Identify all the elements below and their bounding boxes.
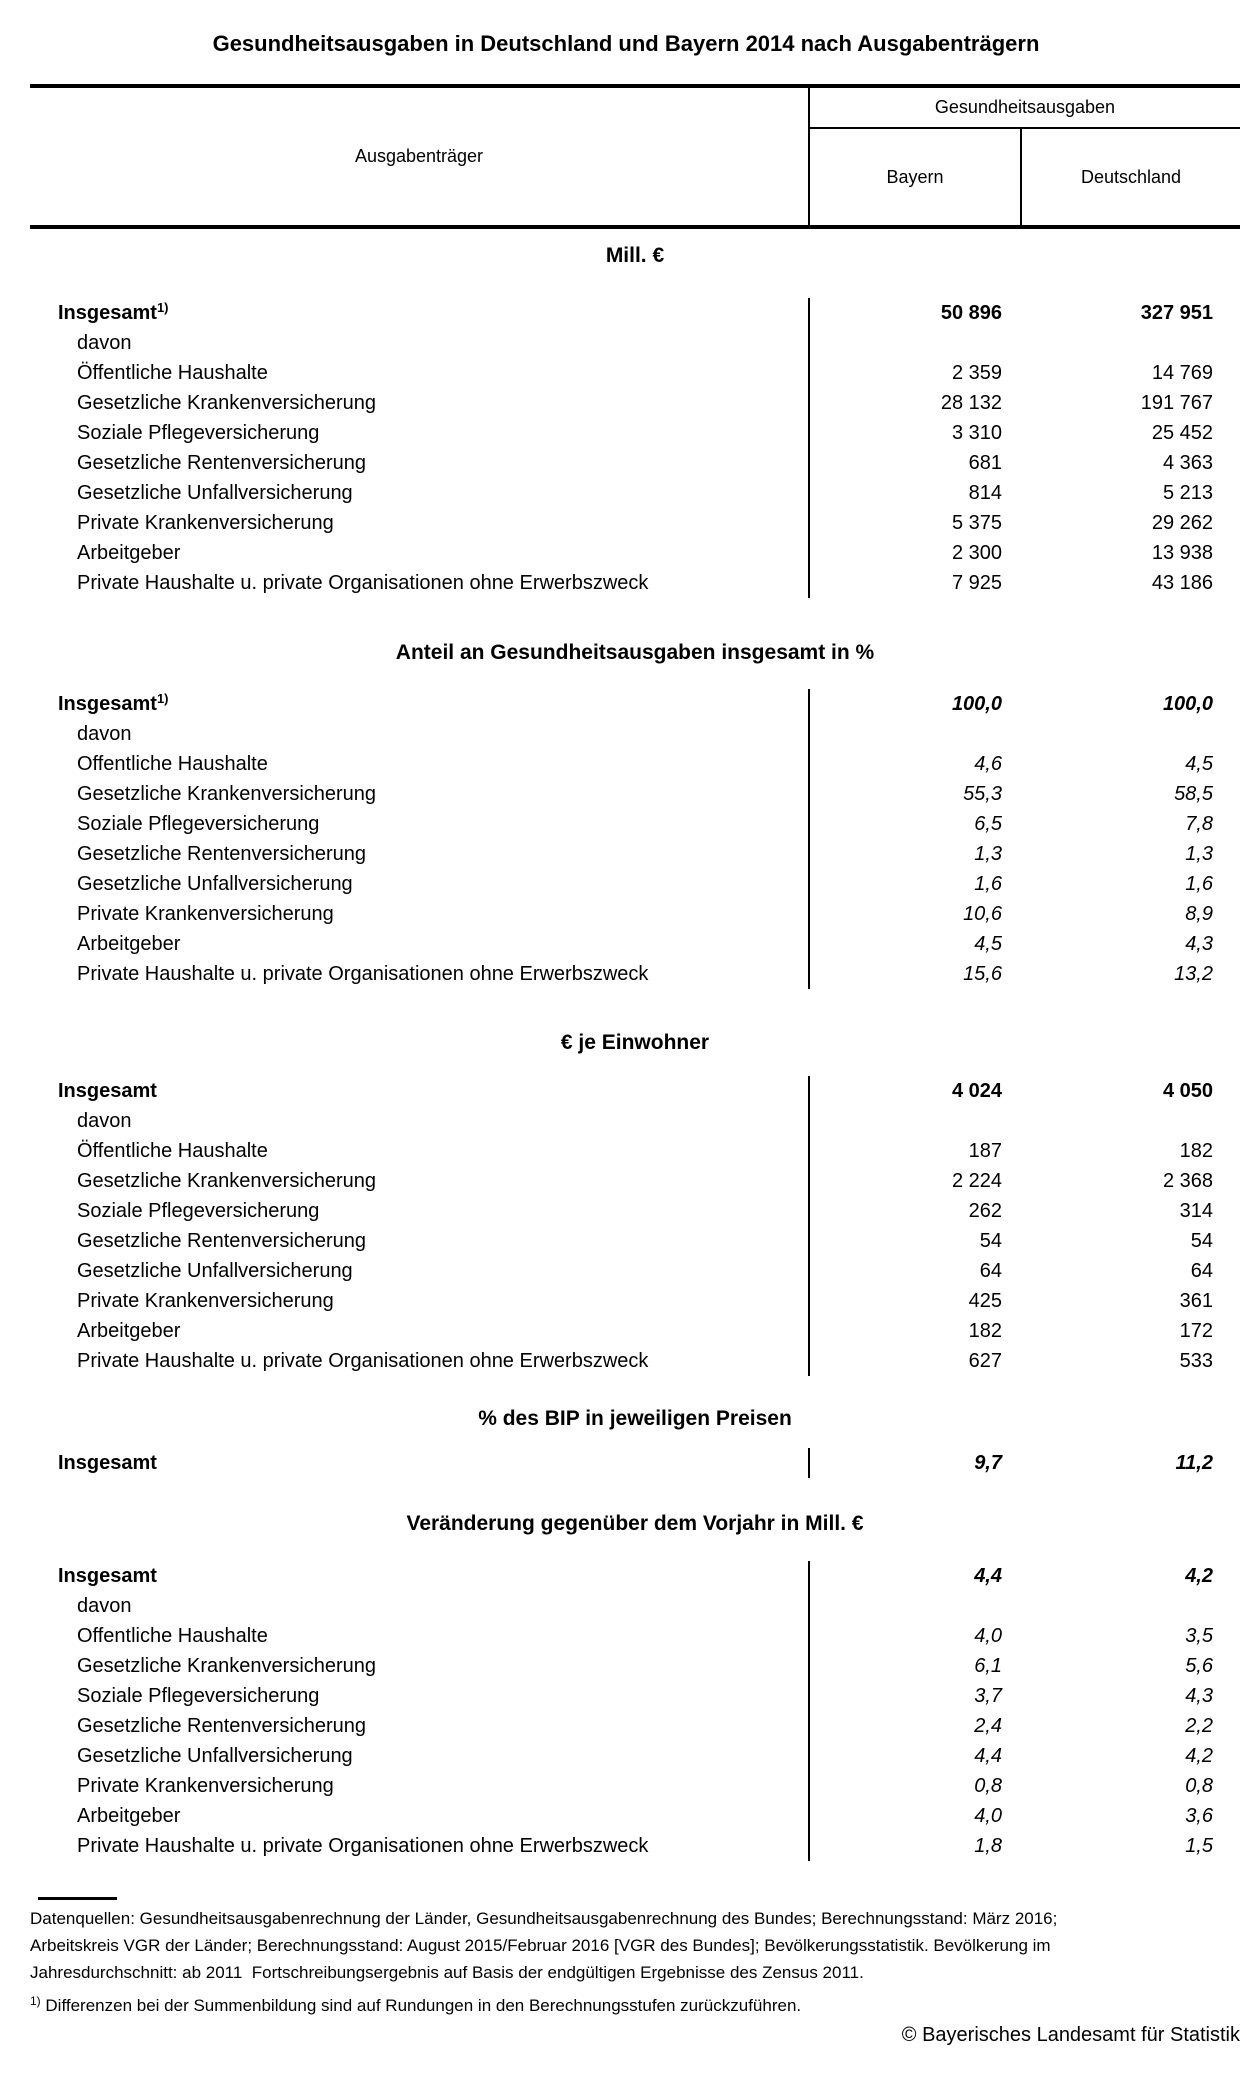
value-bayern: 681: [968, 452, 1002, 474]
table-row: [30, 1831, 1240, 1861]
value-bayern: 10,6: [963, 903, 1002, 925]
row-label-text: Gesetzliche Krankenversicherung: [77, 783, 377, 805]
data-source-line: Jahresdurchschnitt: ab 2011 Fortschreibungsergebnis auf Basis der endgültigen Ergebnisse des Zensus 2011.: [30, 1963, 864, 1982]
value-bayern: 5 375: [951, 512, 1002, 534]
table-row: [30, 448, 1240, 478]
table-row: [30, 689, 1240, 719]
value-bayern: 4,0: [974, 1625, 1002, 1647]
row-label: [30, 869, 810, 899]
value-deutschland: 4,2: [1185, 1745, 1213, 1767]
row-label-text: davon: [77, 1110, 132, 1132]
table-row: [30, 719, 1240, 749]
row-label: [30, 1681, 810, 1711]
value-bayern: [810, 1106, 1022, 1136]
table-row: [30, 1801, 1240, 1831]
value-bayern: 1,3: [974, 843, 1002, 865]
value-deutschland: 7,8: [1185, 813, 1213, 835]
section-rows: [30, 1561, 1240, 1861]
row-label: [30, 1771, 810, 1801]
row-label-text: Insgesamt: [58, 1452, 157, 1474]
value-bayern: 1,6: [974, 873, 1002, 895]
row-label-text: Soziale Pflegeversicherung: [77, 813, 320, 835]
footnote-reference: 1): [156, 691, 169, 706]
value-bayern: 425: [968, 1290, 1002, 1312]
value-bayern: 2 359: [951, 362, 1002, 384]
table-row: [30, 388, 1240, 418]
value-deutschland: 1,3: [1185, 843, 1213, 865]
value-bayern: 627: [968, 1350, 1002, 1372]
row-label-text: Offentliche Haushalte: [77, 753, 268, 775]
value-bayern: 54: [979, 1230, 1002, 1252]
row-label: [30, 1076, 810, 1106]
value-bayern: 4,0: [974, 1805, 1002, 1827]
row-label-text: Insgesamt: [58, 1080, 157, 1102]
value-bayern: [810, 328, 1022, 358]
row-label: [30, 1226, 810, 1256]
table-row: [30, 1741, 1240, 1771]
table-section: [30, 1408, 1240, 1478]
value-bayern: 182: [968, 1320, 1002, 1342]
value-deutschland: 43 186: [1151, 572, 1213, 594]
table-row: [30, 1226, 1240, 1256]
table-row: [30, 508, 1240, 538]
value-deutschland: 100,0: [1162, 693, 1213, 715]
value-bayern: 15,6: [963, 963, 1002, 985]
row-label-text: Öffentliche Haushalte: [77, 362, 268, 384]
value-bayern: 6,5: [974, 813, 1002, 835]
row-label-text: Gesetzliche Rentenversicherung: [77, 1230, 367, 1252]
value-bayern: 64: [979, 1260, 1002, 1282]
row-label: [30, 899, 810, 929]
table-row: [30, 779, 1240, 809]
table-row: [30, 1166, 1240, 1196]
row-label-text: Private Haushalte u. private Organisationen ohne Erwerbszweck: [77, 1835, 649, 1857]
row-label: [30, 328, 810, 358]
section-rows: [30, 298, 1240, 598]
row-label: [30, 538, 810, 568]
row-label: [30, 959, 810, 989]
table-row: [30, 1196, 1240, 1226]
footnote-text: Differenzen bei der Summenbildung sind auf Rundungen in den Berechnungsstufen zurückzuführen.: [40, 1996, 802, 2015]
row-label-text: Gesetzliche Rentenversicherung: [77, 843, 367, 865]
value-bayern: [810, 1591, 1022, 1621]
value-deutschland: 25 452: [1151, 422, 1213, 444]
value-bayern: 100,0: [951, 693, 1002, 715]
table-row: [30, 1561, 1240, 1591]
row-label: [30, 1651, 810, 1681]
value-deutschland: 361: [1179, 1290, 1213, 1312]
row-label: [30, 508, 810, 538]
row-label-text: Arbeitgeber: [77, 1320, 181, 1342]
value-deutschland: [1022, 719, 1240, 749]
row-label-text: Gesetzliche Rentenversicherung: [77, 452, 367, 474]
column-header-ausgabentraeger: Ausgabenträger: [30, 88, 810, 225]
row-label: [30, 418, 810, 448]
table: [30, 84, 1240, 2047]
value-deutschland: 2,2: [1185, 1715, 1213, 1737]
column-header-deutschland: Deutschland: [1080, 166, 1182, 187]
table-sections: [30, 245, 1240, 1861]
value-deutschland: 4,2: [1185, 1565, 1213, 1587]
value-deutschland: [1022, 1591, 1240, 1621]
value-deutschland: 3,6: [1185, 1805, 1213, 1827]
footnote: [30, 1994, 1240, 2019]
row-label: [30, 1448, 810, 1478]
value-deutschland: 58,5: [1174, 783, 1213, 805]
footnote-marker: 1): [30, 1994, 41, 2008]
row-label-text: Private Krankenversicherung: [77, 1290, 334, 1312]
section-rows: [30, 1076, 1240, 1376]
column-subheaders: [810, 129, 1240, 225]
table-row: [30, 749, 1240, 779]
table-row: [30, 1651, 1240, 1681]
footnote-separator: [38, 1897, 117, 1900]
row-label: [30, 1621, 810, 1651]
table-row: [30, 1106, 1240, 1136]
section-heading: % des BIP in jeweiligen Preisen: [478, 1407, 792, 1430]
row-label-text: Arbeitgeber: [77, 1805, 181, 1827]
row-label-text: davon: [77, 1595, 132, 1617]
value-bayern: 28 132: [940, 392, 1002, 414]
page-title: Gesundheitsausgaben in Deutschland und Bayern 2014 nach Ausgabenträgern: [212, 31, 1040, 56]
value-deutschland: 0,8: [1185, 1775, 1213, 1797]
value-deutschland: 182: [1179, 1140, 1213, 1162]
table-row: [30, 1771, 1240, 1801]
table-row: [30, 1621, 1240, 1651]
row-label: [30, 1286, 810, 1316]
section-heading: Veränderung gegenüber dem Vorjahr in Mill. €: [406, 1512, 864, 1535]
copyright-notice: © Bayerisches Landesamt für Statistik: [901, 2024, 1240, 2046]
table-section: [30, 1032, 1240, 1376]
value-deutschland: 11,2: [1175, 1452, 1213, 1474]
table-row: [30, 568, 1240, 598]
value-deutschland: 314: [1179, 1200, 1213, 1222]
row-label: [30, 1711, 810, 1741]
row-label-text: Gesetzliche Krankenversicherung: [77, 1170, 377, 1192]
column-group-header-gesundheitsausgaben: Gesundheitsausgaben: [810, 88, 1240, 129]
value-bayern: 3 310: [951, 422, 1002, 444]
value-bayern: 50 896: [940, 302, 1002, 324]
row-label: [30, 478, 810, 508]
row-label: [30, 568, 810, 598]
row-label-text: Insgesamt: [58, 1565, 157, 1587]
value-deutschland: 1,5: [1185, 1835, 1213, 1857]
value-deutschland: [1022, 1106, 1240, 1136]
value-deutschland: 5,6: [1185, 1655, 1213, 1677]
row-label-text: Insgesamt: [58, 302, 157, 324]
table-row: [30, 1076, 1240, 1106]
row-label: [30, 749, 810, 779]
value-deutschland: [1022, 328, 1240, 358]
table-row: [30, 328, 1240, 358]
table-row: [30, 538, 1240, 568]
table-row: [30, 809, 1240, 839]
table-row: [30, 1448, 1240, 1478]
row-label-text: Soziale Pflegeversicherung: [77, 1200, 320, 1222]
row-label-text: Arbeitgeber: [77, 542, 181, 564]
value-deutschland: 1,6: [1185, 873, 1213, 895]
row-label-text: Private Haushalte u. private Organisationen ohne Erwerbszweck: [77, 963, 649, 985]
value-bayern: 4,5: [974, 933, 1002, 955]
table-row: [30, 1286, 1240, 1316]
table-row: [30, 1591, 1240, 1621]
table-section: [30, 1513, 1240, 1861]
row-label-text: Private Krankenversicherung: [77, 903, 334, 925]
row-label: [30, 1256, 810, 1286]
table-section: [30, 642, 1240, 989]
row-label: [30, 298, 810, 330]
table-row: [30, 1136, 1240, 1166]
row-label: [30, 809, 810, 839]
value-deutschland: 3,5: [1185, 1625, 1213, 1647]
footnote-reference: 1): [156, 300, 169, 315]
value-deutschland: 4 363: [1162, 452, 1213, 474]
row-label-text: Insgesamt: [58, 693, 157, 715]
row-label: [30, 1801, 810, 1831]
data-source-line: Datenquellen: Gesundheitsausgabenrechnung der Länder, Gesundheitsausgabenrechnung des Bundes; Berechnungsstand: März 2016;: [30, 1909, 1058, 1928]
row-label: [30, 1106, 810, 1136]
value-bayern: [810, 719, 1022, 749]
row-label-text: Private Haushalte u. private Organisationen ohne Erwerbszweck: [77, 1350, 649, 1372]
row-label-text: Private Krankenversicherung: [77, 1775, 334, 1797]
value-bayern: 7 925: [951, 572, 1002, 594]
value-bayern: 6,1: [974, 1655, 1002, 1677]
table-row: [30, 869, 1240, 899]
value-deutschland: 4,5: [1185, 753, 1213, 775]
row-label: [30, 1561, 810, 1591]
value-deutschland: 4 050: [1162, 1080, 1213, 1102]
table-row: [30, 899, 1240, 929]
row-label-text: Private Haushalte u. private Organisationen ohne Erwerbszweck: [77, 572, 649, 594]
row-label: [30, 358, 810, 388]
row-label: [30, 689, 810, 721]
value-deutschland: 2 368: [1162, 1170, 1213, 1192]
value-deutschland: 191 767: [1140, 392, 1213, 414]
value-deutschland: 533: [1179, 1350, 1213, 1372]
value-bayern: 4 024: [951, 1080, 1002, 1102]
value-deutschland: 4,3: [1185, 1685, 1213, 1707]
value-bayern: 4,6: [974, 753, 1002, 775]
row-label: [30, 1346, 810, 1376]
value-bayern: 4,4: [974, 1745, 1002, 1767]
table-row: [30, 839, 1240, 869]
table-row: [30, 929, 1240, 959]
value-deutschland: 29 262: [1151, 512, 1213, 534]
table-row: [30, 1316, 1240, 1346]
row-label-text: Gesetzliche Rentenversicherung: [77, 1715, 367, 1737]
column-header-bayern: Bayern: [810, 129, 1022, 225]
section-rows: [30, 1448, 1240, 1478]
table-row: [30, 478, 1240, 508]
row-label: [30, 1316, 810, 1346]
row-label-text: Private Krankenversicherung: [77, 512, 334, 534]
section-rows: [30, 689, 1240, 989]
value-deutschland: 5 213: [1162, 482, 1213, 504]
row-label-text: Soziale Pflegeversicherung: [77, 1685, 320, 1707]
value-bayern: 9,7: [974, 1452, 1002, 1474]
value-bayern: 0,8: [974, 1775, 1002, 1797]
section-heading: Anteil an Gesundheitsausgaben insgesamt in %: [395, 641, 875, 664]
table-row: [30, 1256, 1240, 1286]
table-row: [30, 959, 1240, 989]
table-row: [30, 1681, 1240, 1711]
value-deutschland: 4,3: [1185, 933, 1213, 955]
value-deutschland: 13,2: [1174, 963, 1213, 985]
value-bayern: 3,7: [974, 1685, 1002, 1707]
section-heading: € je Einwohner: [560, 1031, 710, 1054]
row-label-text: Arbeitgeber: [77, 933, 181, 955]
row-label-text: Gesetzliche Krankenversicherung: [77, 1655, 377, 1677]
value-deutschland: 327 951: [1140, 302, 1213, 324]
row-label-text: Öffentliche Haushalte: [77, 1140, 268, 1162]
row-label-text: Soziale Pflegeversicherung: [77, 422, 320, 444]
row-label: [30, 388, 810, 418]
row-label-text: Gesetzliche Unfallversicherung: [77, 1745, 353, 1767]
row-label: [30, 929, 810, 959]
row-label: [30, 1831, 810, 1861]
row-label-text: Gesetzliche Unfallversicherung: [77, 482, 353, 504]
value-bayern: 2 224: [951, 1170, 1002, 1192]
row-label-text: Gesetzliche Krankenversicherung: [77, 392, 377, 414]
row-label: [30, 1166, 810, 1196]
table-row: [30, 418, 1240, 448]
value-bayern: 2,4: [974, 1715, 1002, 1737]
row-label: [30, 1136, 810, 1166]
row-label: [30, 1591, 810, 1621]
row-label-text: Gesetzliche Unfallversicherung: [77, 1260, 353, 1282]
value-bayern: 1,8: [974, 1835, 1002, 1857]
row-label: [30, 839, 810, 869]
table-row: [30, 358, 1240, 388]
table-row: [30, 298, 1240, 328]
value-bayern: 262: [968, 1200, 1002, 1222]
value-deutschland: 54: [1190, 1230, 1213, 1252]
row-label: [30, 448, 810, 478]
value-deutschland: 13 938: [1151, 542, 1213, 564]
value-deutschland: 14 769: [1151, 362, 1213, 384]
value-deutschland: 172: [1179, 1320, 1213, 1342]
value-bayern: 4,4: [974, 1565, 1002, 1587]
row-label: [30, 779, 810, 809]
table-row: [30, 1711, 1240, 1741]
column-group: [810, 88, 1240, 225]
row-label: [30, 1741, 810, 1771]
data-source-line: Arbeitskreis VGR der Länder; Berechnungsstand: August 2015/Februar 2016 [VGR des Bundes]; Bevölkerungsstatistik. Bevölkerung im: [30, 1936, 1051, 1955]
table-section: [30, 245, 1240, 598]
row-label-text: davon: [77, 332, 132, 354]
row-label: [30, 719, 810, 749]
value-bayern: 55,3: [963, 783, 1002, 805]
value-bayern: 2 300: [951, 542, 1002, 564]
table-header: [30, 84, 1240, 229]
row-label-text: davon: [77, 723, 132, 745]
row-label-text: Gesetzliche Unfallversicherung: [77, 873, 353, 895]
section-heading: Mill. €: [605, 244, 665, 267]
value-bayern: 187: [968, 1140, 1002, 1162]
value-deutschland: 8,9: [1185, 903, 1213, 925]
table-row: [30, 1346, 1240, 1376]
row-label: [30, 1196, 810, 1226]
value-deutschland: 64: [1190, 1260, 1213, 1282]
value-bayern: 814: [968, 482, 1002, 504]
row-label-text: Offentliche Haushalte: [77, 1625, 268, 1647]
